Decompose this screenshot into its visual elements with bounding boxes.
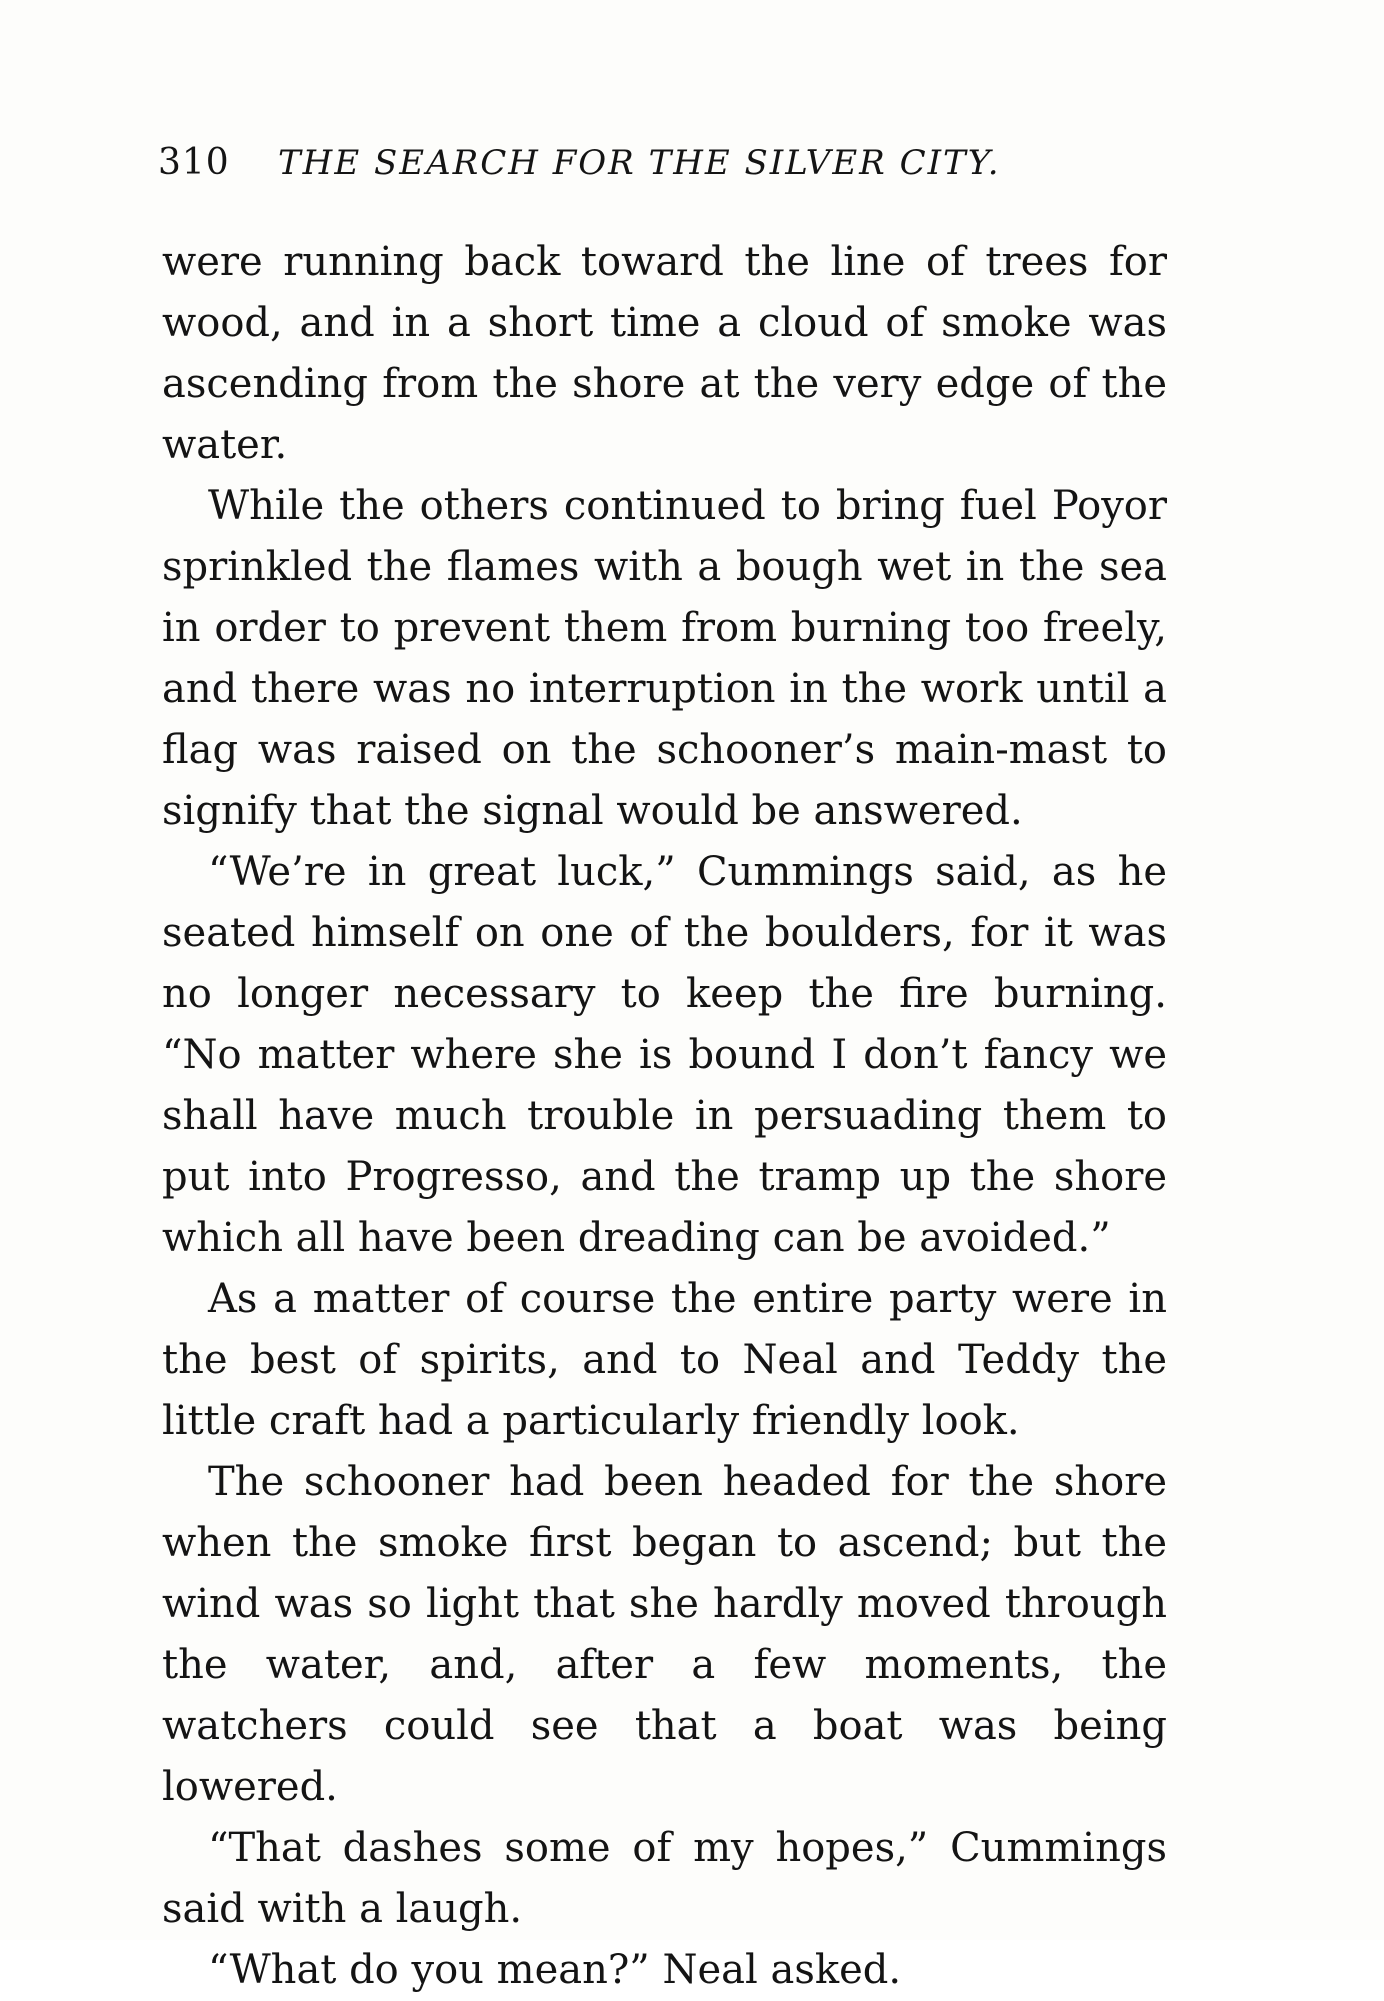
- body-text: [162, 232, 1167, 2001]
- paragraph: “What do you mean?” Neal asked.: [208, 1947, 902, 1993]
- paragraph: “We’re in great luck,” Cummings said, as he seated himself on one of the boulders, for it was no longer necessary to keep the fire burning. “No matter where she is bound I don’t fancy we shall have much trouble in persuading them to put into Progresso, and the tramp up the shore which all have been dreading can be avoided.”: [162, 849, 1167, 1261]
- paragraph: “That dashes some of my hopes,” Cummings said with a laugh.: [162, 1825, 1167, 1932]
- paragraph: The schooner had been headed for the shore when the smoke first began to ascend; but the wind was so light that she hardly moved through the water, and, after a few moments, the watchers could see that a boat was being lowered.: [162, 1459, 1167, 1810]
- paragraph-continued: were running back toward the line of trees for wood, and in a short time a cloud of smoke was ascending from the shore at the very edge of the water.: [162, 239, 1167, 468]
- paragraph: While the others continued to bring fuel Poyor sprinkled the flames with a bough wet in the sea in order to prevent them from burning too freely, and there was no interruption in the work until a flag was raised on the schooner’s main-mast to signify that the signal would be answered.: [162, 483, 1167, 834]
- paragraph: As a matter of course the entire party were in the best of spirits, and to Neal and Teddy the little craft had a particularly friendly look.: [162, 1276, 1167, 1444]
- running-head: [158, 138, 1178, 188]
- running-title: THE SEARCH FOR THE SILVER CITY.: [278, 143, 1001, 183]
- page-number: 310: [158, 142, 230, 183]
